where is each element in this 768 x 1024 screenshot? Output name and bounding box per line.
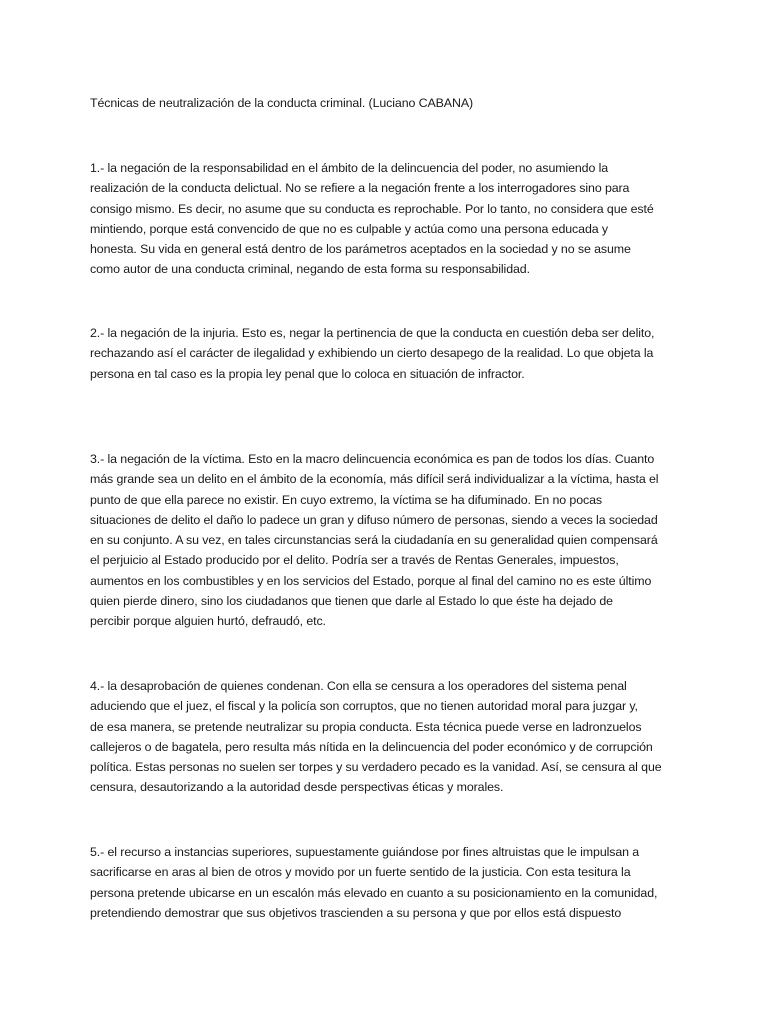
paragraph-4: [90, 676, 690, 798]
paragraph-2: [90, 323, 690, 384]
text-line: 1.- la negación de la responsabilidad en el ámbito de la delincuencia del poder, no asumiendo la: [90, 161, 609, 175]
text-line: honesta. Su vida en general está dentro de los parámetros aceptados en la sociedad y no se asume: [90, 242, 631, 257]
text-line: realización de la conducta delictual. No se refiere a la negación frente a los interrogadores sino para: [90, 181, 630, 196]
text-line: como autor de una conducta criminal, negando de esta forma su responsabilidad.: [90, 262, 530, 277]
text-line: punto de que ella parece no existir. En cuyo extremo, la víctima se ha difuminado. En no pocas: [90, 492, 602, 507]
paragraph-1: [90, 158, 690, 280]
text-line: más grande sea un delito en el ámbito de la economía, más difícil será individualizar a la víctima, hasta el: [90, 472, 659, 487]
text-line: 3.- la negación de la víctima. Esto en la macro delincuencia económica es pan de todos los días. Cuanto: [90, 452, 655, 466]
text-line: política. Estas personas no suelen ser torpes y su verdadero pecado es la vanidad. Así, se censura al que: [90, 760, 662, 775]
document-title: Técnicas de neutralización de la conducta criminal. (Luciano CABANA): [90, 96, 474, 110]
text-line: de esa manera, se pretende neutralizar su propia conducta. Esta técnica puede verse en ladronzuelos: [90, 719, 642, 734]
text-line: 2.- la negación de la injuria. Esto es, negar la pertinencia de que la conducta en cuestión deba ser delito,: [90, 326, 655, 340]
paragraph-5: [90, 842, 690, 923]
text-line: percibir porque alguien hurtó, defraudó, etc.: [90, 614, 326, 629]
text-line: persona en tal caso es la propia ley penal que lo coloca en situación de infractor.: [90, 366, 525, 381]
text-line: en su conjunto. A su vez, en tales circunstancias será la ciudadanía en su generalidad quien compensará: [90, 533, 658, 548]
text-line: aduciendo que el juez, el fiscal y la policía son corruptos, que no tienen autoridad moral para juzgar y,: [90, 699, 638, 714]
text-line: quien pierde dinero, sino los ciudadanos que tienen que darle al Estado lo que éste ha dejado de: [90, 594, 613, 609]
text-line: censura, desautorizando a la autoridad desde perspectivas éticas y morales.: [90, 780, 504, 795]
text-line: el perjuicio al Estado producido por el delito. Podría ser a través de Rentas Generales, impuestos,: [90, 553, 619, 568]
text-line: sacrificarse en aras al bien de otros y movido por un fuerte sentido de la justicia. Con esta tesitura la: [90, 865, 631, 880]
text-line: pretendiendo demostrar que sus objetivos trascienden a su persona y que por ellos está dispuesto: [90, 905, 622, 920]
text-line: callejeros o de bagatela, pero resulta más nítida en la delincuencia del poder económico y de corrupción: [90, 739, 653, 754]
text-line: aumentos en los combustibles y en los servicios del Estado, porque al final del camino no es este último: [90, 573, 652, 588]
text-line: situaciones de delito el daño lo padece un gran y difuso número de personas, siendo a veces la sociedad: [90, 512, 658, 527]
text-line: 5.- el recurso a instancias superiores, supuestamente guiándose por fines altruistas que le impulsan a: [90, 845, 640, 859]
paragraph-3: [90, 449, 690, 632]
text-line: rechazando así el carácter de ilegalidad y exhibiendo un cierto desapego de la realidad. Lo que objeta la: [90, 346, 654, 361]
text-line: persona pretende ubicarse en un escalón más elevado en cuanto a su posicionamiento en la comunidad,: [90, 885, 658, 900]
text-line: mintiendo, porque está convencido de que no es culpable y actúa como una persona educada y: [90, 221, 608, 236]
text-line: 4.- la desaprobación de quienes condenan. Con ella se censura a los operadores del sistema penal: [90, 679, 627, 693]
text-line: consigo mismo. Es decir, no asume que su conducta es reprochable. Por lo tanto, no considera que esté: [90, 201, 654, 216]
